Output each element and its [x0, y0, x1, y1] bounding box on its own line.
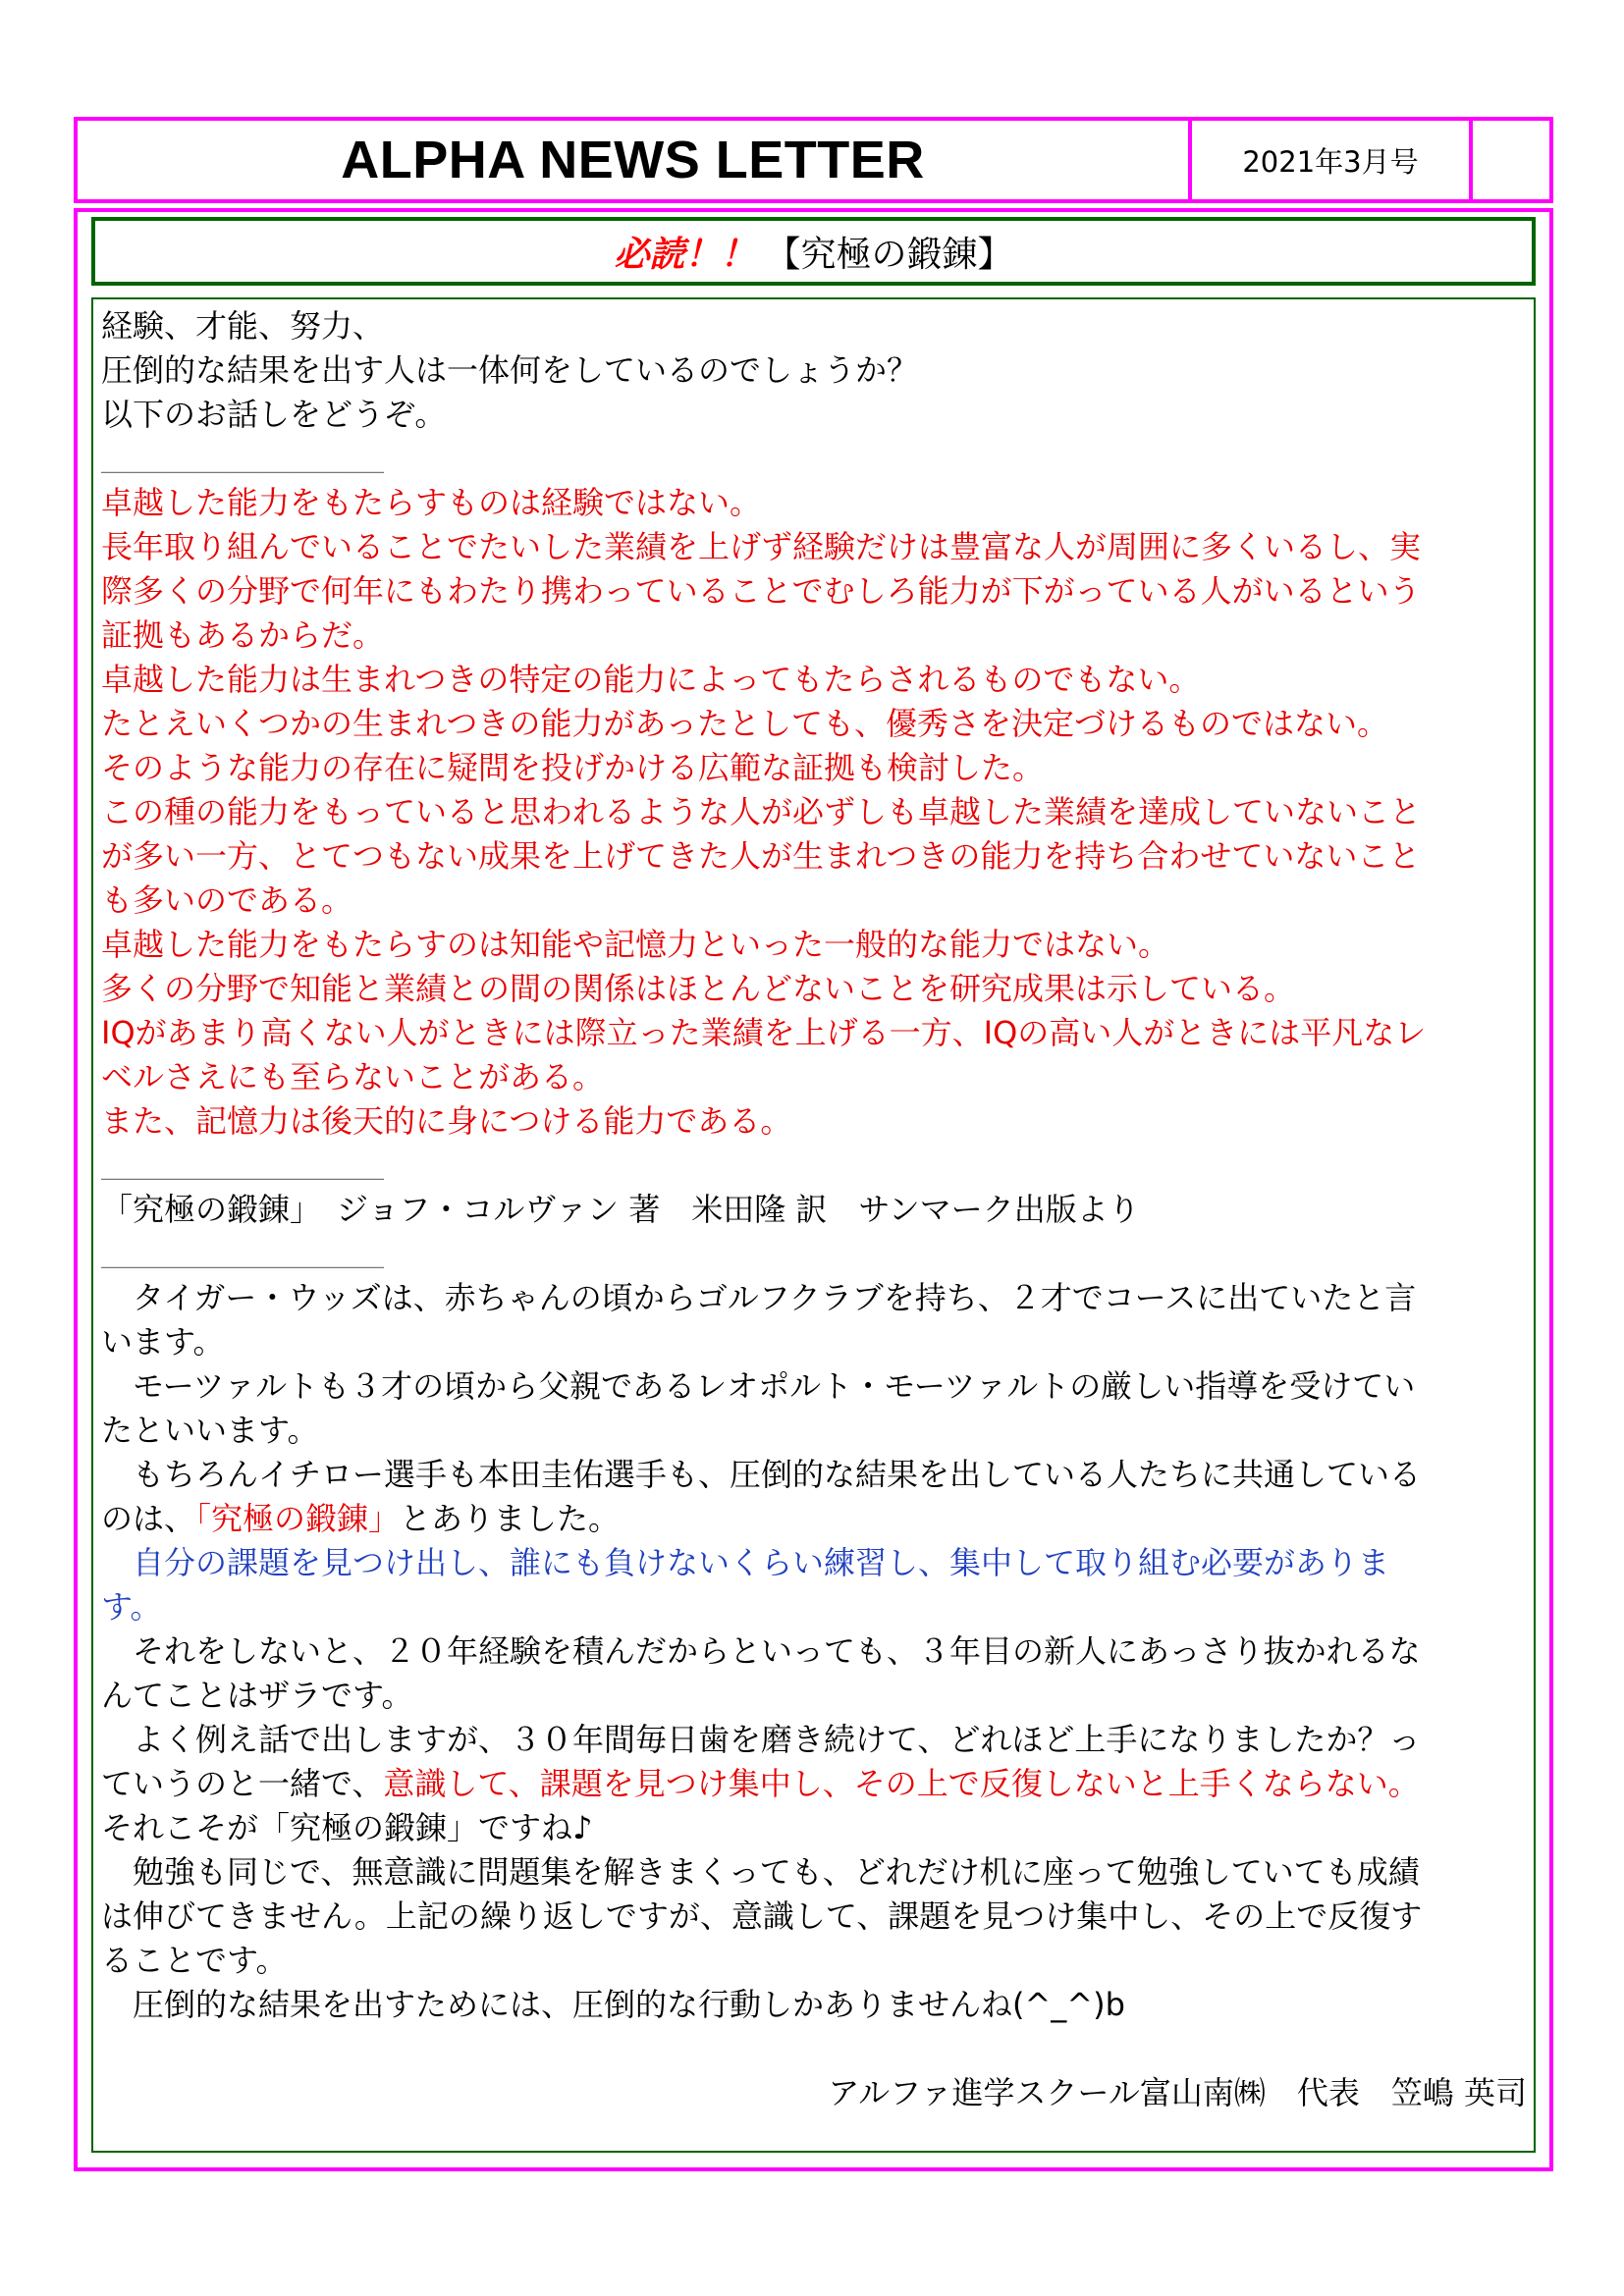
highlight-red: 「究極の鍛錬」 [195, 1500, 401, 1537]
newsletter-title: ALPHA NEWS LETTER [78, 121, 1192, 199]
book-source: 「究極の鍛錬」 ジョフ・コルヴァン 著 米田隆 訳 サンマーク出版より [101, 1191, 1140, 1228]
commentary-line: タイガー・ウッズは、赤ちゃんの頃からゴルフクラブを持ち、２才でコースに出ていたと言 [101, 1279, 1417, 1316]
commentary-text: とありました。 [400, 1500, 621, 1537]
intro-line: 経験、才能、努力、 [101, 307, 385, 345]
quote-line: も多いのである。 [101, 881, 353, 919]
must-read-label: 必読！！ [614, 234, 756, 275]
commentary-line [101, 1762, 1527, 1806]
commentary-line: それこそが「究極の鍛錬」ですね♪ [101, 1809, 593, 1846]
signature: アルファ進学スクール富山南㈱ 代表 笠嶋 英司 [828, 2074, 1527, 2111]
quote-line: 証拠もあるからだ。 [101, 616, 385, 654]
quote-line: IQがあまり高くない人がときには際立った業績を上げる一方、IQの高い人がときには平凡なレ [101, 1014, 1427, 1051]
quote-line: 際多くの分野で何年にもわたり携わっていることでむしろ能力が下がっている人がいるという [101, 572, 1421, 610]
divider-rule: ＿＿＿＿＿＿＿＿＿ [101, 440, 385, 477]
highlight-red: 意識して、課題を見つけ集中し、その上で反復しないと上手くならない。 [383, 1765, 1420, 1802]
quote-line: 卓越した能力をもたらすのは知能や記憶力といった一般的な能力ではない。 [101, 926, 1170, 963]
commentary-line: んてことはザラです。 [101, 1677, 413, 1714]
commentary-text: ていうのと一緒で、 [101, 1765, 384, 1802]
quote-line: ベルさえにも至らないことがある。 [101, 1058, 605, 1095]
commentary-line: たといいます。 [101, 1412, 319, 1449]
blank-line [101, 2027, 1527, 2071]
issue-date: 2021年3月号 [1192, 121, 1473, 199]
commentary-line: よく例え話で出しますが、３０年間毎日歯を磨き続けて、どれほど上手になりましたか？っ [101, 1721, 1421, 1758]
header [74, 117, 1553, 203]
quote-line: そのような能力の存在に疑問を投げかける広範な証拠も検討した。 [101, 749, 1045, 786]
divider-rule: ＿＿＿＿＿＿＿＿＿ [101, 1147, 385, 1184]
commentary-text: のは、 [101, 1500, 196, 1537]
quote-line: たとえいくつかの生まれつきの能力があったとしても、優秀さを決定づけるものではない。 [101, 705, 1389, 742]
quote-line: が多い一方、とてつもない成果を上げてきた人が生まれつきの能力を持ち合わせていないこと [101, 837, 1421, 875]
divider-rule: ＿＿＿＿＿＿＿＿＿ [101, 1235, 385, 1272]
commentary-line [101, 1497, 1527, 1541]
commentary-line: ることです。 [101, 1942, 288, 1979]
commentary-line: モーツァルトも３才の頃から父親であるレオポルト・モーツァルトの厳しい指導を受けてい [101, 1367, 1416, 1405]
intro-line: 圧倒的な結果を出す人は一体何をしているのでしょうか？ [101, 351, 919, 389]
article-title-bar [91, 217, 1536, 286]
highlight-blue-line: 自分の課題を見つけ出し、誰にも負けないくらい練習し、集中して取り組む必要がありま [101, 1544, 1390, 1581]
quote-line: この種の能力をもっていると思われるような人が必ずしも卓越した業績を達成していないこと [101, 793, 1422, 830]
article-title: 【究極の鍛錬】 [765, 234, 1013, 275]
quote-line: また、記憶力は後天的に身につける能力である。 [101, 1102, 792, 1140]
header-empty-cell [1473, 121, 1549, 199]
commentary-line: もちろんイチロー選手も本田圭佑選手も、圧倒的な結果を出している人たちに共通している [101, 1456, 1422, 1493]
quote-line: 卓越した能力は生まれつきの特定の能力によってもたらされるものでもない。 [101, 661, 1201, 698]
commentary-line: は伸びてきません。上記の繰り返しですが、意識して、課題を見つけ集中し、その上で反復す [101, 1897, 1423, 1935]
intro-line: 以下のお話しをどうぞ。 [101, 396, 447, 433]
highlight-blue-line: す。 [101, 1588, 162, 1626]
quote-line: 長年取り組んでいることでたいした業績を上げず経験だけは豊富な人が周囲に多くいるし、実 [101, 528, 1422, 565]
quote-line: 卓越した能力をもたらすものは経験ではない。 [101, 484, 762, 521]
commentary-line: 勉強も同じで、無意識に問題集を解きまくっても、どれだけ机に座って勉強していても成績 [101, 1853, 1420, 1891]
article-content [101, 304, 1527, 2115]
quote-line: 多くの分野で知能と業績との間の関係はほとんどないことを研究成果は示している。 [101, 970, 1296, 1007]
commentary-line: 圧倒的な結果を出すためには、圧倒的な行動しかありませんね(^_^)b [101, 1986, 1125, 2023]
commentary-line: います。 [101, 1323, 225, 1361]
commentary-line: それをしないと、２０年経験を積んだからといっても、３年目の新人にあっさり抜かれるな [101, 1632, 1421, 1670]
